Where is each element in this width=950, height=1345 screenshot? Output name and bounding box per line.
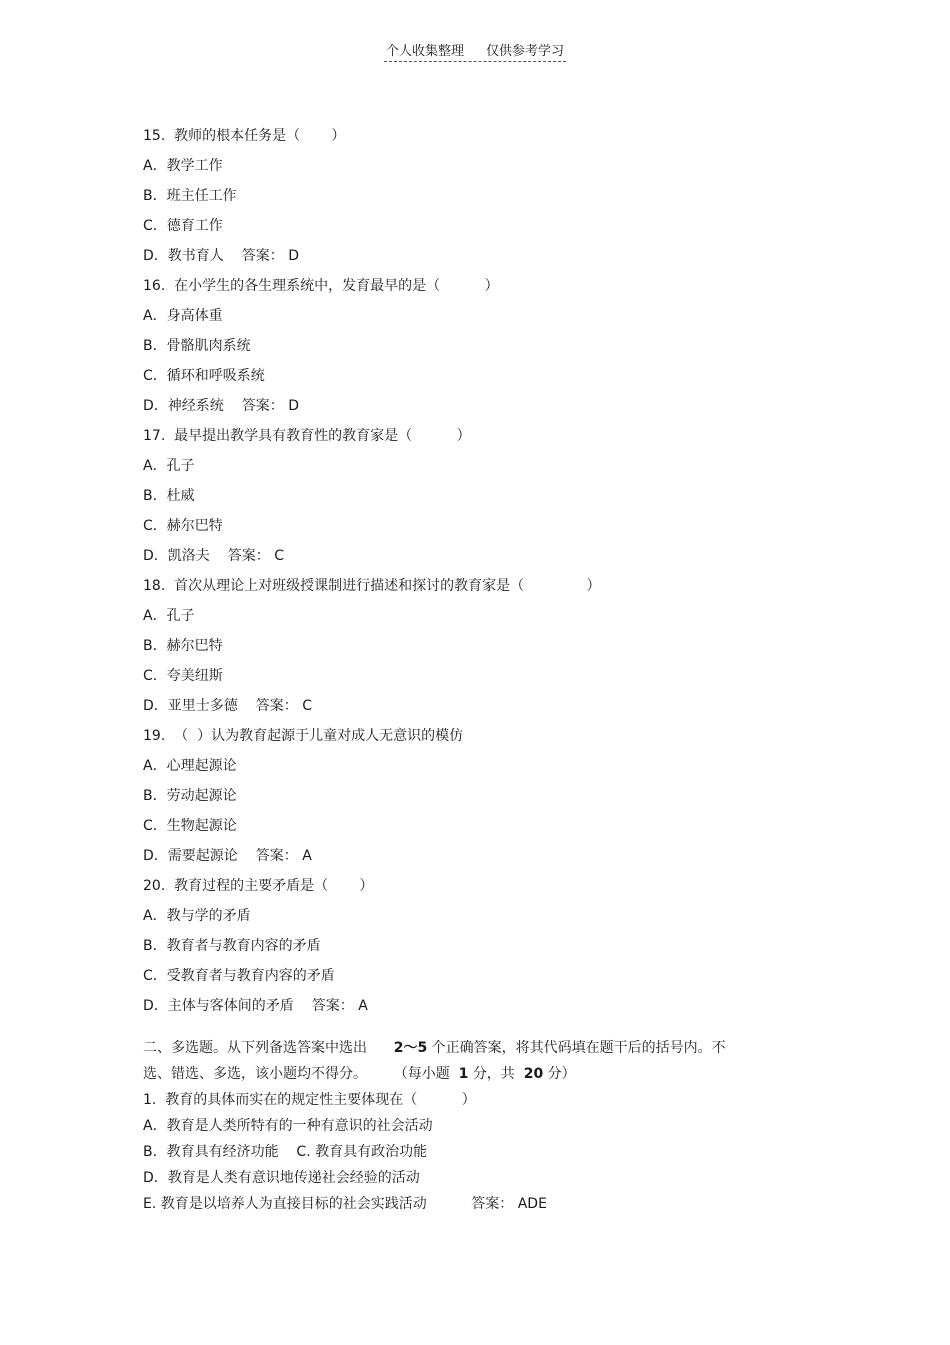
document-body: [143, 127, 803, 1221]
section-intro-line-2: [143, 1065, 803, 1091]
question-17: [143, 427, 803, 577]
intro-points: 1: [458, 1066, 469, 1082]
answer: 答案： A: [311, 998, 368, 1014]
option-c: C．循环和呼吸系统: [143, 368, 265, 384]
answer: 答案： ADE: [471, 1196, 547, 1212]
option-a: A．孔子: [143, 608, 195, 624]
option-d-with-answer: [143, 697, 803, 727]
question-15: [143, 127, 803, 277]
question-stem: 17. 最早提出教学具有教育性的教育家是（ ）: [143, 428, 471, 444]
intro-text: 分）: [547, 1066, 576, 1082]
question-stem: 19. （ ）认为教育起源于儿童对成人无意识的模仿: [143, 728, 464, 744]
option-b: B．杜威: [143, 488, 195, 504]
option-a: A．教育是人类所特有的一种有意识的社会活动: [143, 1118, 433, 1134]
option-a: A．教与学的矛盾: [143, 908, 251, 924]
option-c: C．生物起源论: [143, 818, 237, 834]
answer: 答案： D: [241, 398, 300, 414]
page-header: [0, 40, 950, 62]
option-d: D．教育是人类有意识地传递社会经验的活动: [143, 1170, 420, 1186]
section-multiple-choice: [143, 1039, 803, 1221]
header-text: [384, 40, 566, 62]
option-d: D．需要起源论: [143, 848, 238, 864]
option-b: B．劳动起源论: [143, 788, 237, 804]
question-stem: 15. 教师的根本任务是（ ）: [143, 128, 346, 144]
question-stem: 18. 首次从理论上对班级授课制进行描述和探讨的教育家是（ ）: [143, 578, 601, 594]
question-stem: 1. 教育的具体而实在的规定性主要体现在（ ）: [143, 1092, 476, 1108]
option-e: E. 教育是以培养人为直接目标的社会实践活动: [143, 1196, 427, 1212]
intro-text: 二、多选题。从下列备选答案中选出: [143, 1040, 367, 1056]
intro-text: 分，共: [472, 1066, 515, 1082]
option-a: A．教学工作: [143, 158, 223, 174]
option-b: B．班主任工作: [143, 188, 237, 204]
option-c: C．受教育者与教育内容的矛盾: [143, 968, 335, 984]
intro-text: 选、错选、多选，该小题均不得分。: [143, 1066, 367, 1082]
option-b: B．教育者与教育内容的矛盾: [143, 938, 321, 954]
option-c: C．德育工作: [143, 218, 223, 234]
header-right: 仅供参考学习: [486, 44, 565, 59]
option-d-with-answer: [143, 547, 803, 577]
option-b: B．赫尔巴特: [143, 638, 223, 654]
header-left: 个人收集整理: [385, 44, 464, 59]
option-d: D．凯洛夫: [143, 548, 210, 564]
option-d: D．教书育人: [143, 248, 224, 264]
option-e-with-answer: [143, 1195, 803, 1221]
question-stem: 20. 教育过程的主要矛盾是（ ）: [143, 878, 374, 894]
option-d: D．亚里士多德: [143, 698, 238, 714]
option-b: B．骨骼肌肉系统: [143, 338, 251, 354]
intro-text: 个正确答案，将其代码填在题干后的括号内。不: [431, 1040, 726, 1056]
option-d: D．主体与客体间的矛盾: [143, 998, 294, 1014]
answer: 答案： A: [255, 848, 312, 864]
question-20: [143, 877, 803, 1027]
option-d-with-answer: [143, 997, 803, 1027]
option-b-c: [143, 1143, 803, 1169]
option-d-with-answer: [143, 847, 803, 877]
answer: 答案： C: [255, 698, 313, 714]
answer: 答案： C: [227, 548, 285, 564]
intro-text: （每小题: [393, 1066, 450, 1082]
question-19: [143, 727, 803, 877]
option-d-with-answer: [143, 397, 803, 427]
option-c: C. 教育具有政治功能: [296, 1144, 428, 1160]
intro-total: 20: [523, 1066, 544, 1082]
option-c: C．夸美纽斯: [143, 668, 223, 684]
question-stem: 16. 在小学生的各生理系统中，发育最早的是（ ）: [143, 278, 499, 294]
question-18: [143, 577, 803, 727]
option-b: B．教育具有经济功能: [143, 1144, 279, 1160]
option-a: A．心理起源论: [143, 758, 237, 774]
section-intro-line-1: [143, 1039, 803, 1065]
question-16: [143, 277, 803, 427]
option-a: A．身高体重: [143, 308, 223, 324]
option-d-with-answer: [143, 247, 803, 277]
answer: 答案： D: [241, 248, 300, 264]
intro-count: 2～5: [393, 1040, 428, 1056]
option-c: C．赫尔巴特: [143, 518, 223, 534]
option-a: A．孔子: [143, 458, 195, 474]
option-d: D．神经系统: [143, 398, 224, 414]
